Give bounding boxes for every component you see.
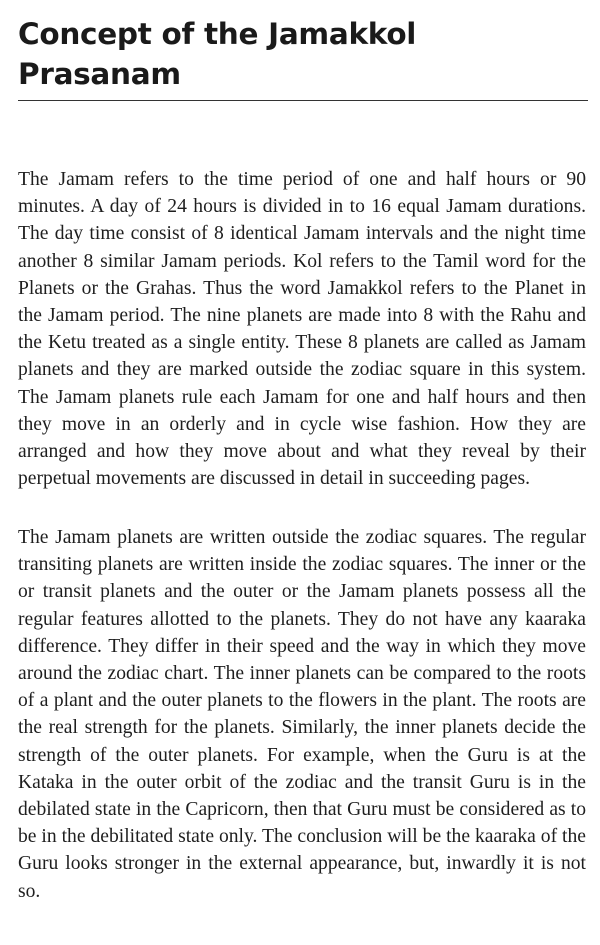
body-paragraph-1: The Jamam refers to the time period of one and half hours or 90 minutes. A day of 24 hours is divided in to 16 equal Jamam durations. The day time consist of 8 identical Jamam intervals and the night time another 8 similar Jamam periods. Kol refers to the Tamil word for the Planets or the Grahas. Thus the word Jamakkol refers to the Planet in the Jamam period. The nine planets are made into 8 with the Rahu and the Ketu treated as a single entity. These 8 planets are called as Jamam planets and they are marked outside the zodiac square in this system. The Jamam planets rule each Jamam for one and half hours and then they move in an orderly and in cycle wise fashion. How they are arranged and how they move about and what they reveal by their perpetual movements are discussed in detail in succeeding pages. (18, 169, 586, 490)
title-underline-rule (18, 100, 588, 101)
body-paragraph-2: The Jamam planets are written outside the zodiac squares. The regular transiting planets are written inside the zodiac squares. The inner or the or transit planets and the outer or the Jamam planets possess all the regular features allotted to the planets. They do not have any kaaraka difference. They differ in their speed and the way in which they move around the zodiac chart. The inner planets can be compared to the roots of a plant and the outer planets to the flowers in the plant. The roots are the real strength for the planets. Similarly, the inner planets decide the strength of the outer planets. For example, when the Guru is at the Kataka in the outer orbit of the zodiac and the transit Guru is in the debilated state in the Capricorn, then that Guru must be considered as to be in the debilitated state only. The conclusion will be the kaaraka of the Guru looks stronger in the external appearance, but, inwardly it is not so. (18, 527, 586, 902)
chapter-title: Concept of the Jamakkol Prasanam (18, 17, 417, 91)
